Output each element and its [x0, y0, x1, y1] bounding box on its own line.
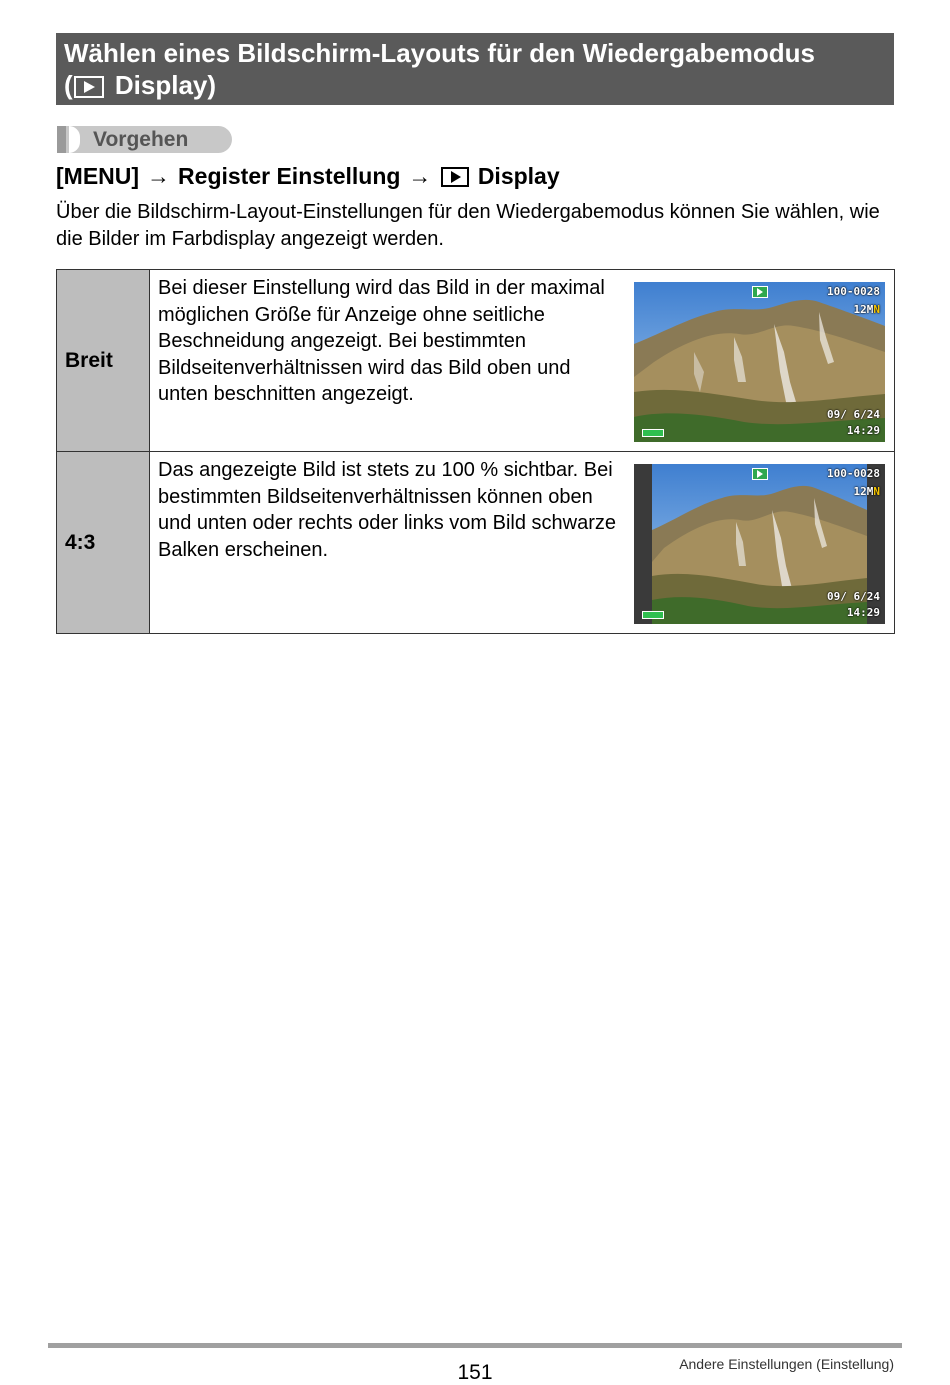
image-size-indicator: 12MN — [853, 303, 880, 316]
arrow-right-icon: → — [147, 163, 171, 189]
footer-section-name: Andere Einstellungen (Einstellung) — [679, 1356, 894, 1372]
options-table — [56, 269, 895, 634]
recording-date: 09/ 6/24 — [827, 408, 880, 421]
arrow-right-icon: → — [408, 163, 432, 189]
playback-icon — [74, 76, 104, 98]
table-row — [57, 452, 895, 634]
battery-icon — [642, 429, 664, 437]
recording-time: 14:29 — [846, 606, 880, 619]
menu-path — [56, 160, 560, 192]
camera-screen-preview-wide — [634, 282, 885, 442]
option-description: Bei dieser Einstellung wird das Bild in der maximal möglichen Größe für Anzeige ohne seitliche Beschneidung angezeigt. Bei bestimmten Bildseitenverhältnissen wird das Bild oben und unten beschnitten angezeigt. — [158, 277, 605, 405]
option-description: Das angezeigte Bild ist stets zu 100 % sichtbar. Bei bestimmten Bildseitenverhältnissen können oben und unten oder rechts oder links vom Bild schwarze Balken erscheinen. — [158, 459, 617, 561]
section-title-line2: ( Display) — [64, 70, 217, 100]
image-size-indicator: 12MN — [853, 485, 880, 498]
footer-divider — [48, 1343, 902, 1348]
section-title-line1: Wählen eines Bildschirm-Layouts für den Wiedergabemodus — [64, 38, 816, 68]
playback-mode-icon — [752, 286, 768, 298]
recording-time: 14:29 — [846, 424, 880, 437]
option-label: Breit — [57, 270, 150, 452]
menu-path-menu: [MENU] — [56, 163, 140, 189]
intro-text: Über die Bildschirm-Layout-Einstellungen für den Wiedergabemodus können Sie wählen, wie die Bilder im Farbdisplay angezeigt werden. — [56, 201, 880, 250]
playback-mode-icon — [752, 468, 768, 480]
playback-icon — [441, 167, 469, 187]
recording-date: 09/ 6/24 — [827, 590, 880, 603]
option-label: 4:3 — [57, 452, 150, 634]
camera-screen-preview-43 — [634, 464, 885, 624]
procedure-tab — [57, 126, 232, 153]
file-number: 100-0028 — [827, 285, 880, 298]
menu-path-display: Display — [477, 163, 560, 189]
procedure-label: Vorgehen — [93, 128, 189, 151]
option-cell — [150, 270, 895, 452]
option-cell — [150, 452, 895, 634]
table-row — [57, 270, 895, 452]
battery-icon — [642, 611, 664, 619]
page-number: 151 — [457, 1361, 493, 1384]
file-number: 100-0028 — [827, 467, 880, 480]
section-title — [56, 33, 894, 105]
menu-path-register: Register Einstellung — [178, 163, 401, 189]
